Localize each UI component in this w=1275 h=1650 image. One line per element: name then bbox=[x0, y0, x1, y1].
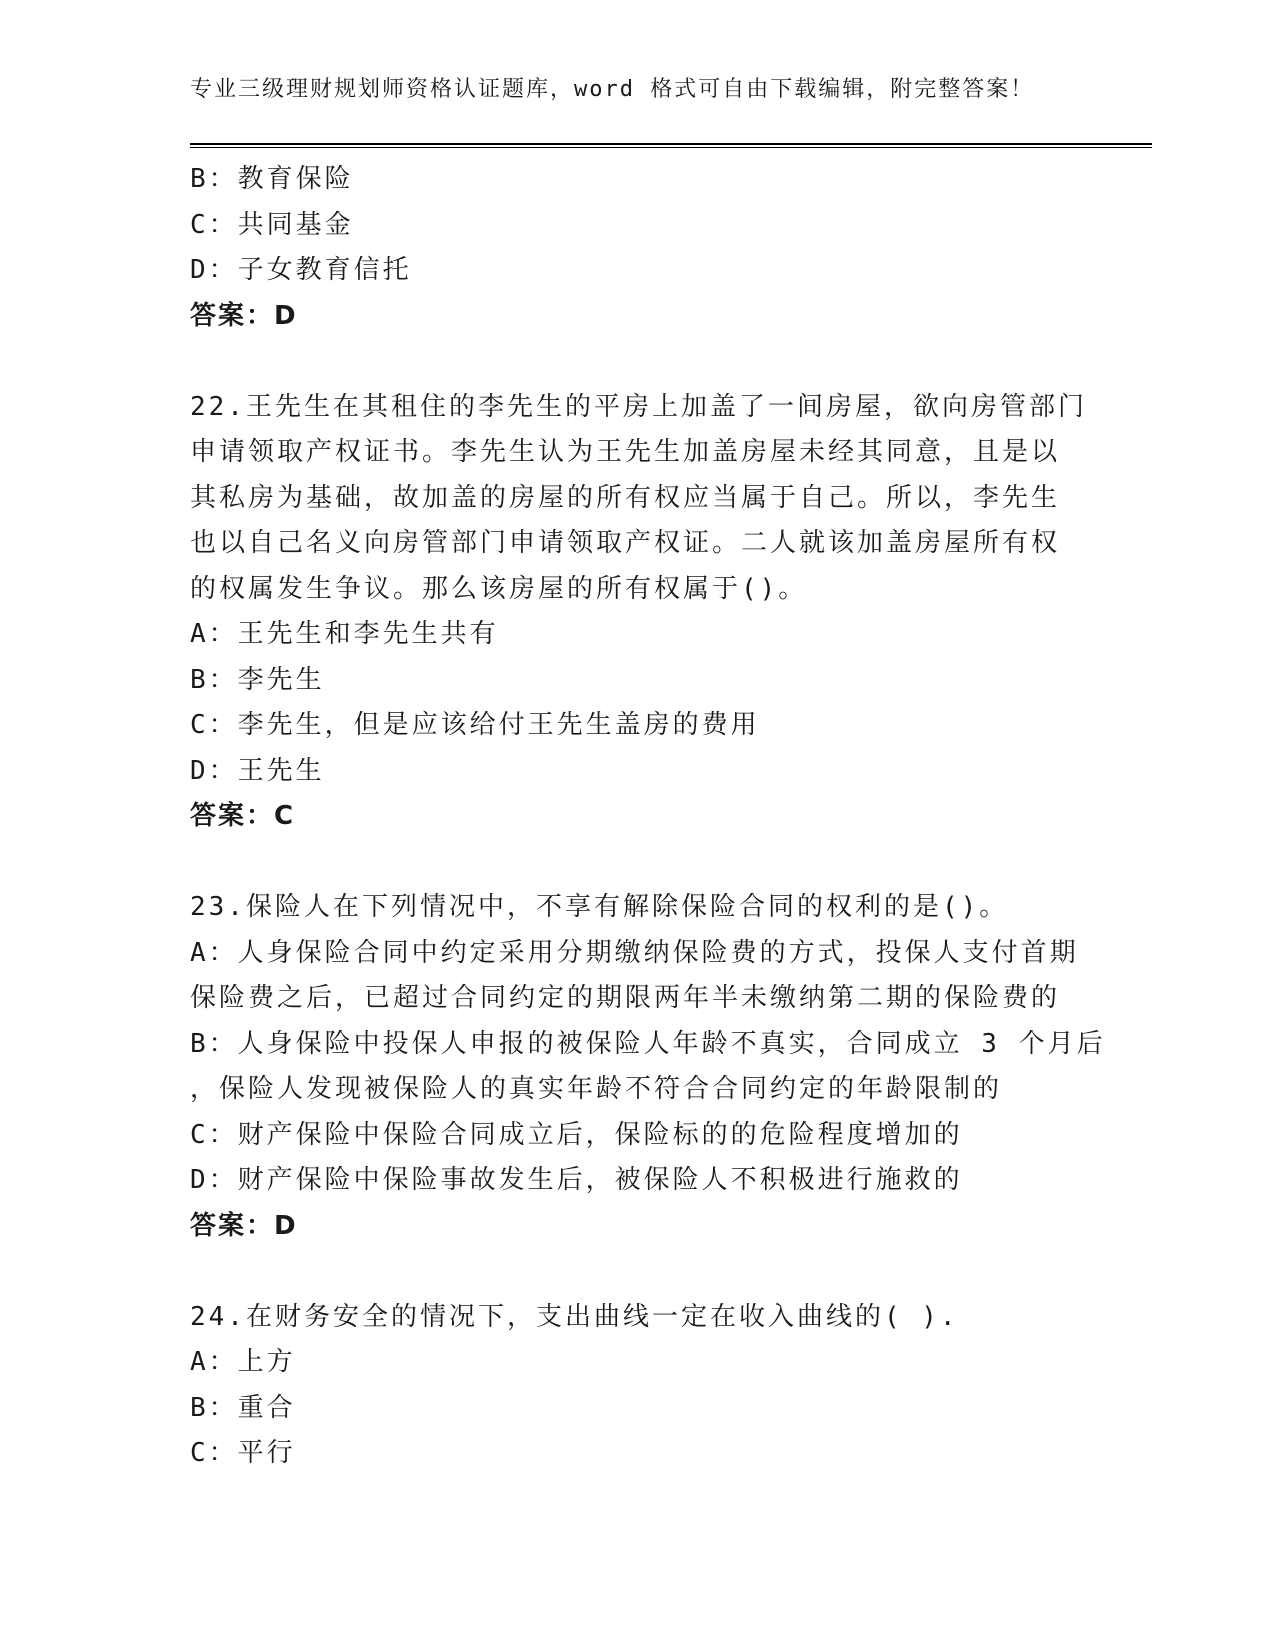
option-c: C：李先生，但是应该给付王先生盖房的费用 bbox=[190, 710, 760, 740]
page-header: 专业三级理财规划师资格认证题库，word 格式可自由下载编辑，附完整答案！ bbox=[190, 77, 1035, 102]
question-list bbox=[190, 157, 1106, 1477]
question-stem-line: 23.保险人在下列情况中，不享有解除保险合同的权利的是()。 bbox=[190, 892, 1009, 922]
option-b-continued: ，保险人发现被保险人的真实年龄不符合合同约定的年龄限制的 bbox=[190, 1074, 1003, 1104]
question-stem-line: 24.在财务安全的情况下，支出曲线一定在收入曲线的( ). bbox=[190, 1301, 959, 1332]
option-a-continued: 保险费之后，已超过合同约定的期限两年半未缴纳第二期的保险费的 bbox=[190, 983, 1061, 1013]
spacer bbox=[190, 339, 1090, 385]
question-stem-line: 申请领取产权证书。李先生认为王先生加盖房屋未经其同意，且是以 bbox=[190, 437, 1061, 467]
option-c: C：财产保险中保险合同成立后，保险标的的危险程度增加的 bbox=[190, 1119, 963, 1150]
option-c: C：共同基金 bbox=[190, 209, 354, 240]
question-stem-line: 也以自己名义向房管部门申请领取产权证。二人就该加盖房屋所有权 bbox=[190, 528, 1061, 558]
spacer bbox=[190, 840, 1090, 886]
question-21-continued bbox=[190, 157, 1090, 339]
option-d: D：王先生 bbox=[190, 755, 325, 786]
question-stem-line: 其私房为基础，故加盖的房屋的所有权应当属于自己。所以，李先生 bbox=[190, 482, 1061, 513]
option-c: C：平行 bbox=[190, 1438, 296, 1468]
question-24 bbox=[190, 1295, 1090, 1477]
question-stem-line: 22.王先生在其租住的李先生的平房上加盖了一间房屋，欲向房管部门 bbox=[190, 391, 1087, 422]
option-d: D：财产保险中保险事故发生后，被保险人不积极进行施救的 bbox=[190, 1165, 963, 1195]
option-d: D：子女教育信托 bbox=[190, 255, 412, 285]
option-a: A：上方 bbox=[190, 1347, 296, 1377]
answer-line: 答案：D bbox=[190, 1210, 298, 1241]
answer-line: 答案：C bbox=[190, 801, 296, 831]
option-a: A：人身保险合同中约定采用分期缴纳保险费的方式，投保人支付首期 bbox=[190, 937, 1079, 968]
option-b: B：李先生 bbox=[190, 664, 325, 695]
option-b: B：人身保险中投保人申报的被保险人年龄不真实，合同成立 3 个月后 bbox=[190, 1028, 1106, 1059]
header-divider bbox=[190, 143, 1152, 148]
option-b: B：重合 bbox=[190, 1392, 296, 1423]
answer-line: 答案：D bbox=[190, 300, 298, 331]
question-stem-line: 的权属发生争议。那么该房屋的所有权属于()。 bbox=[190, 573, 808, 604]
question-22 bbox=[190, 385, 1090, 840]
spacer bbox=[190, 1249, 1090, 1295]
option-a: A：王先生和李先生共有 bbox=[190, 619, 499, 649]
option-b: B：教育保险 bbox=[190, 164, 354, 194]
question-23 bbox=[190, 885, 1106, 1249]
